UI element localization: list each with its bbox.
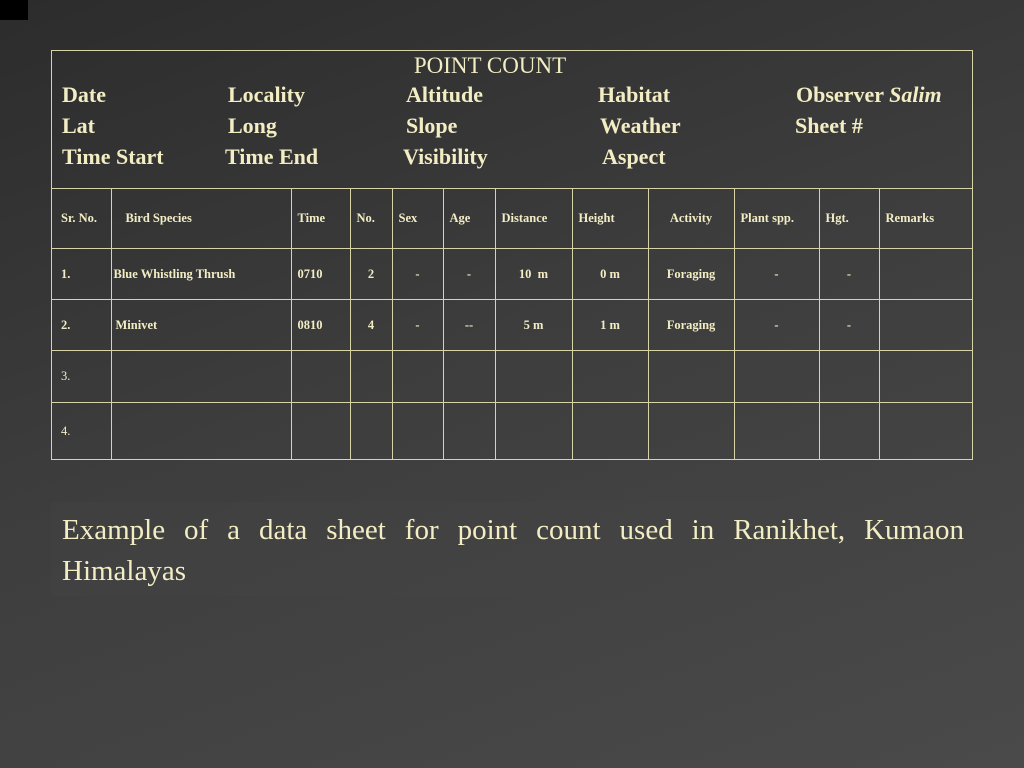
table-cell xyxy=(350,403,392,461)
table-row xyxy=(52,300,972,351)
table-cell xyxy=(291,351,350,403)
column-header: Remarks xyxy=(879,188,972,249)
field-time-start: Time Start xyxy=(62,144,164,169)
column-header: Height xyxy=(572,188,648,249)
sheet-header xyxy=(52,51,972,189)
observer-value: Salim xyxy=(889,82,942,107)
column-header: Time xyxy=(291,188,350,249)
table-cell xyxy=(111,351,291,403)
column-header: Plant spp. xyxy=(734,188,819,249)
table-row xyxy=(52,249,972,300)
field-time-end: Time End xyxy=(225,144,319,169)
table-cell xyxy=(350,351,392,403)
field-long: Long xyxy=(228,113,277,138)
table-cell: - xyxy=(734,249,819,300)
table-cell: 10 m xyxy=(495,249,572,300)
field-slope: Slope xyxy=(406,113,458,138)
table-cell xyxy=(111,403,291,461)
table-cell: 0 m xyxy=(572,249,648,300)
table-cell: Foraging xyxy=(648,300,734,351)
field-date: Date xyxy=(62,82,106,107)
table-cell: 5 m xyxy=(495,300,572,351)
table-row xyxy=(52,351,972,403)
column-header: Bird Species xyxy=(111,188,291,249)
point-count-sheet xyxy=(51,50,973,460)
table-cell xyxy=(819,351,879,403)
table-cell: 2 xyxy=(350,249,392,300)
table-cell: 0710 xyxy=(291,249,350,300)
table-cell: 4 xyxy=(350,300,392,351)
table-cell: Blue Whistling Thrush xyxy=(111,249,291,300)
column-header: Sex xyxy=(392,188,443,249)
table-cell xyxy=(443,403,495,461)
table-cell: - xyxy=(392,300,443,351)
field-observer xyxy=(796,82,942,108)
field-altitude: Altitude xyxy=(406,82,483,107)
caption-text: Example of a data sheet for point count used in Ranikhet, Kumaon Himalayas xyxy=(62,514,964,587)
table-cell: Foraging xyxy=(648,249,734,300)
table-cell: 1 m xyxy=(572,300,648,351)
table-cell: - xyxy=(819,249,879,300)
table-cell: -- xyxy=(443,300,495,351)
column-header: No. xyxy=(350,188,392,249)
field-locality: Locality xyxy=(228,82,305,107)
sheet-title: POINT COUNT xyxy=(413,53,567,78)
column-header: Age xyxy=(443,188,495,249)
table-cell: - xyxy=(734,300,819,351)
table-cell xyxy=(495,403,572,461)
table-cell: - xyxy=(392,249,443,300)
field-lat: Lat xyxy=(62,113,95,138)
field-aspect: Aspect xyxy=(602,144,666,169)
table-cell xyxy=(291,403,350,461)
table-cell xyxy=(648,351,734,403)
field-sheet-no: Sheet # xyxy=(795,113,863,138)
table-cell: Minivet xyxy=(111,300,291,351)
observer-label: Observer xyxy=(796,82,884,107)
field-weather: Weather xyxy=(600,113,681,138)
table-cell xyxy=(879,249,972,300)
table-cell: 1. xyxy=(52,249,111,300)
table-cell xyxy=(443,351,495,403)
table-cell xyxy=(648,403,734,461)
table-cell: 0810 xyxy=(291,300,350,351)
table-cell: 3. xyxy=(52,351,111,403)
field-visibility: Visibility xyxy=(403,144,488,169)
table-cell xyxy=(392,351,443,403)
table-cell xyxy=(572,403,648,461)
table-cell xyxy=(734,403,819,461)
table-cell xyxy=(495,351,572,403)
table-cell xyxy=(879,403,972,461)
table-cell xyxy=(572,351,648,403)
field-habitat: Habitat xyxy=(598,82,671,107)
table-cell xyxy=(879,351,972,403)
column-header: Distance xyxy=(495,188,572,249)
table-cell: 2. xyxy=(52,300,111,351)
table-cell: - xyxy=(443,249,495,300)
table-cell xyxy=(879,300,972,351)
table-cell xyxy=(734,351,819,403)
column-header: Activity xyxy=(648,188,734,249)
column-header: Hgt. xyxy=(819,188,879,249)
table-cell xyxy=(392,403,443,461)
table-header-row xyxy=(52,188,972,249)
point-count-table xyxy=(52,188,972,460)
column-header: Sr. No. xyxy=(61,210,98,225)
table-cell: - xyxy=(819,300,879,351)
table-row xyxy=(52,403,972,461)
table-cell: 4. xyxy=(52,403,111,461)
table-cell xyxy=(819,403,879,461)
corner-mark xyxy=(0,0,28,20)
